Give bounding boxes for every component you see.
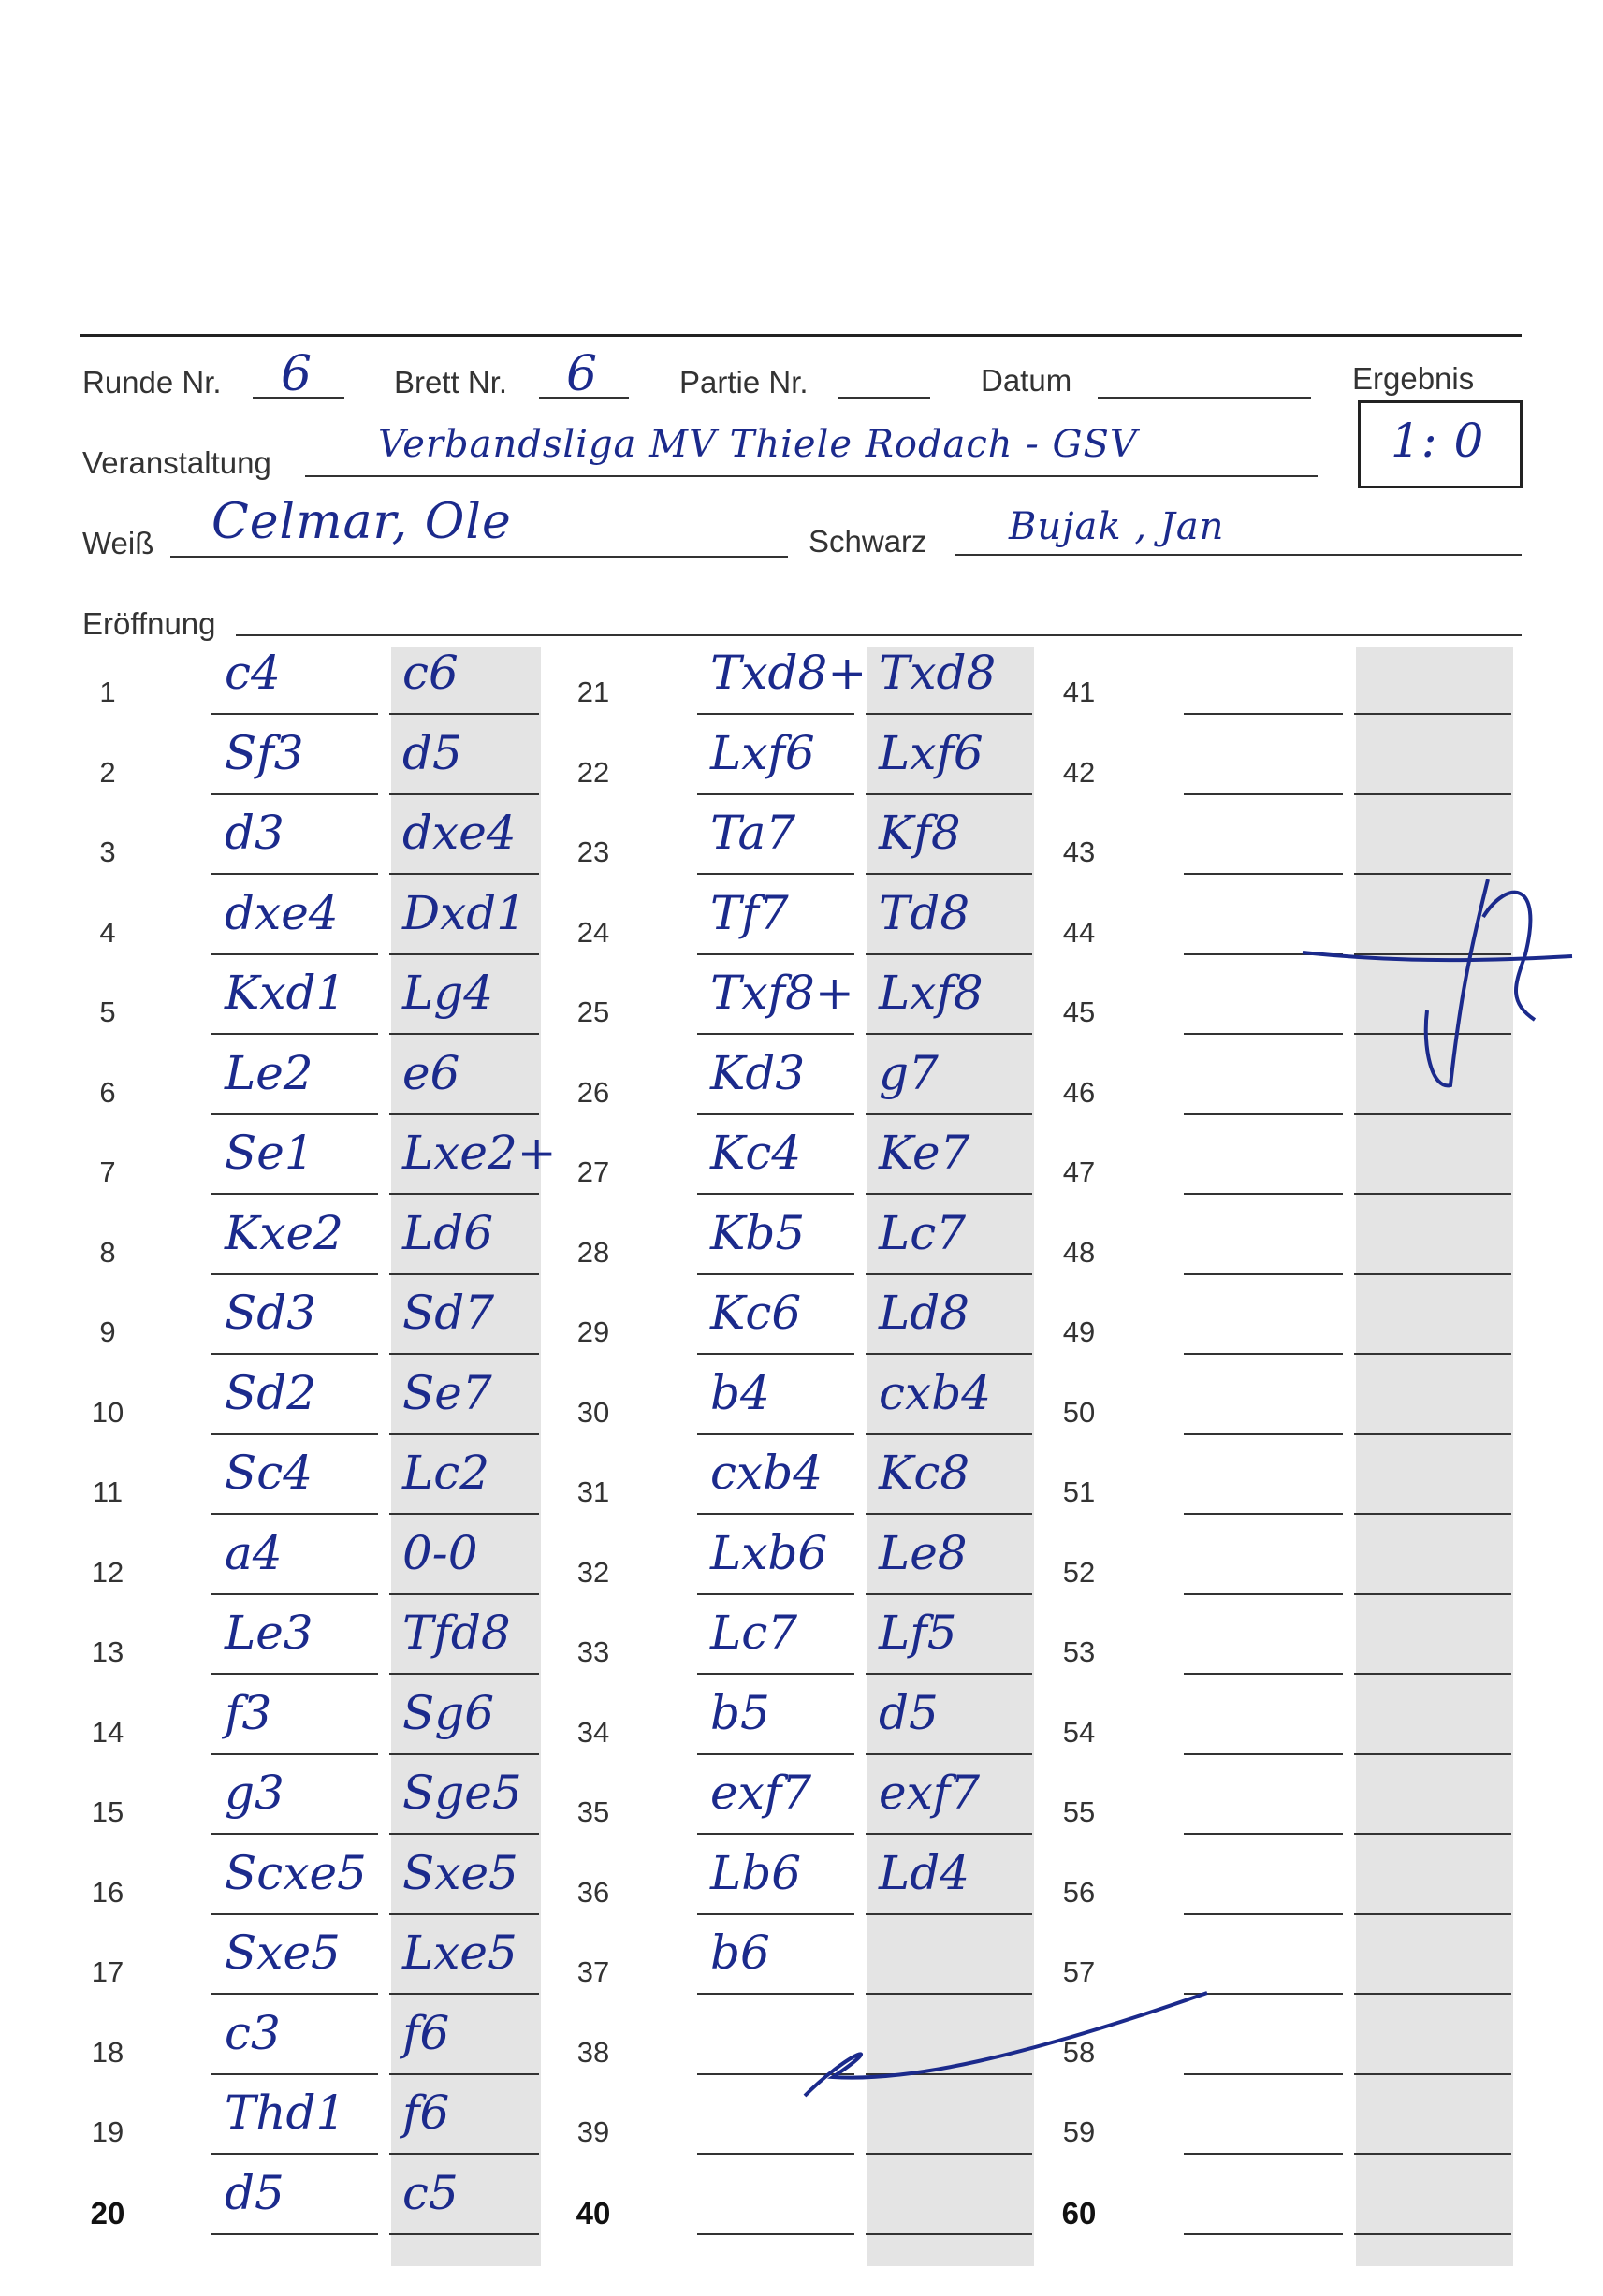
white-move-line bbox=[1184, 1513, 1343, 1515]
schwarz-label: Schwarz bbox=[809, 524, 927, 559]
move-number: 3 bbox=[99, 836, 116, 868]
white-move: Kxd1 bbox=[225, 966, 346, 1020]
move-number: 57 bbox=[1062, 1955, 1096, 1988]
weiss-value: Celmar, Ole bbox=[211, 494, 512, 550]
black-move-line bbox=[1354, 1833, 1511, 1835]
black-move-line bbox=[866, 2233, 1032, 2235]
white-move: cxb4 bbox=[710, 1446, 823, 1500]
black-move: Dxd1 bbox=[402, 885, 527, 940]
move-number: 26 bbox=[576, 1075, 610, 1109]
white-move-line bbox=[1184, 1673, 1343, 1675]
white-move-line bbox=[211, 1193, 378, 1195]
move-number: 21 bbox=[576, 676, 610, 708]
black-move: g7 bbox=[879, 1045, 939, 1100]
black-move-line bbox=[866, 1433, 1032, 1435]
black-move-line bbox=[389, 1993, 539, 1995]
white-move: b4 bbox=[710, 1365, 770, 1420]
white-move-line bbox=[697, 1113, 854, 1115]
white-move-line bbox=[211, 873, 378, 875]
white-move-line bbox=[211, 1433, 378, 1435]
move-number: 29 bbox=[576, 1315, 610, 1348]
black-move-line bbox=[389, 1593, 539, 1595]
black-move: c5 bbox=[402, 2165, 459, 2220]
black-move-line bbox=[866, 1673, 1032, 1675]
black-move-line bbox=[1354, 1753, 1511, 1755]
move-number: 11 bbox=[92, 1475, 124, 1508]
white-move-line bbox=[211, 1833, 378, 1835]
move-number: 20 bbox=[90, 2195, 125, 2231]
move-number: 23 bbox=[576, 836, 610, 868]
white-move: Lb6 bbox=[710, 1845, 802, 1900]
white-move: Sxe5 bbox=[225, 1925, 341, 1980]
move-number: 48 bbox=[1062, 1235, 1096, 1269]
white-move-line bbox=[697, 1913, 854, 1915]
white-move: Kxe2 bbox=[225, 1205, 343, 1260]
white-move-line bbox=[697, 1353, 854, 1355]
move-number: 16 bbox=[91, 1875, 124, 1909]
move-number: 44 bbox=[1062, 915, 1096, 949]
white-move-line bbox=[211, 793, 378, 795]
partie-label: Partie Nr. bbox=[679, 365, 809, 400]
black-move: e6 bbox=[402, 1045, 460, 1100]
black-move-line bbox=[1354, 1993, 1511, 1995]
move-number: 32 bbox=[576, 1555, 610, 1589]
black-move-line bbox=[1354, 1593, 1511, 1595]
move-number: 19 bbox=[91, 2115, 124, 2148]
move-number: 9 bbox=[99, 1315, 116, 1348]
white-move: Kc6 bbox=[710, 1286, 802, 1340]
white-move-line bbox=[697, 953, 854, 955]
black-move: f6 bbox=[402, 2085, 450, 2140]
black-move-line bbox=[389, 1433, 539, 1435]
black-move-line bbox=[389, 1513, 539, 1515]
move-number: 39 bbox=[576, 2115, 610, 2148]
white-move: d5 bbox=[225, 2165, 284, 2220]
white-move: Scxe5 bbox=[225, 1845, 367, 1900]
white-move: Ta7 bbox=[710, 806, 796, 860]
white-move-line bbox=[1184, 1273, 1343, 1275]
move-number: 10 bbox=[91, 1395, 124, 1429]
black-move-line bbox=[389, 953, 539, 955]
white-move: c3 bbox=[225, 2005, 281, 2060]
move-number: 22 bbox=[576, 755, 610, 789]
move-number: 1 bbox=[99, 676, 116, 708]
black-move: Sxe5 bbox=[402, 1845, 518, 1900]
white-move-line bbox=[1184, 1833, 1343, 1835]
move-number: 50 bbox=[1062, 1395, 1096, 1429]
weiss-label: Weiß bbox=[82, 526, 154, 560]
white-move: Tf7 bbox=[710, 885, 789, 940]
weiss-line bbox=[170, 556, 788, 558]
white-move: Le3 bbox=[225, 1606, 313, 1660]
white-move: Le2 bbox=[225, 1045, 313, 1100]
black-move-line bbox=[866, 1833, 1032, 1835]
black-move-line bbox=[1354, 1193, 1511, 1195]
move-number: 6 bbox=[99, 1075, 116, 1109]
white-move-line bbox=[697, 1273, 854, 1275]
white-move-line bbox=[697, 1753, 854, 1755]
black-move: Ld6 bbox=[402, 1205, 494, 1260]
white-move-line bbox=[697, 1513, 854, 1515]
black-move: Sge5 bbox=[402, 1766, 522, 1820]
black-move-line bbox=[866, 953, 1032, 955]
black-move-line bbox=[1354, 713, 1511, 715]
move-number: 59 bbox=[1062, 2115, 1096, 2148]
black-move-line bbox=[866, 2153, 1032, 2155]
black-move-line bbox=[866, 1513, 1032, 1515]
move-number: 24 bbox=[576, 915, 610, 949]
white-move-line bbox=[1184, 1753, 1343, 1755]
white-move-line bbox=[211, 1913, 378, 1915]
black-move: Lc7 bbox=[879, 1205, 967, 1260]
move-number: 36 bbox=[576, 1875, 610, 1909]
white-move: Sf3 bbox=[225, 725, 304, 780]
white-move-line bbox=[697, 2233, 854, 2235]
white-move-line bbox=[697, 1033, 854, 1035]
white-move-line bbox=[1184, 1353, 1343, 1355]
schwarz-line bbox=[955, 554, 1522, 556]
white-move-line bbox=[211, 713, 378, 715]
black-move-line bbox=[389, 2073, 539, 2075]
black-move-line bbox=[866, 1113, 1032, 1115]
move-number: 49 bbox=[1062, 1315, 1096, 1348]
white-move-line bbox=[211, 953, 378, 955]
black-move-line bbox=[1354, 2233, 1511, 2235]
white-move: Lxf6 bbox=[710, 725, 815, 780]
move-number: 31 bbox=[576, 1475, 610, 1508]
white-move: Lxb6 bbox=[710, 1525, 828, 1580]
black-move: f6 bbox=[402, 2005, 450, 2060]
datum-line bbox=[1098, 397, 1311, 399]
black-move-line bbox=[1354, 1513, 1511, 1515]
white-move: Txd8+ bbox=[710, 646, 867, 700]
white-move-line bbox=[1184, 1193, 1343, 1195]
runde-label: Runde Nr. bbox=[82, 365, 222, 400]
white-move: b6 bbox=[710, 1925, 770, 1980]
black-move: Lxf8 bbox=[879, 966, 984, 1020]
white-move-line bbox=[211, 1033, 378, 1035]
move-number: 28 bbox=[576, 1235, 610, 1269]
white-move-line bbox=[211, 1273, 378, 1275]
move-number: 4 bbox=[99, 915, 116, 949]
white-move-line bbox=[697, 1673, 854, 1675]
move-number: 55 bbox=[1062, 1795, 1096, 1828]
black-move: Sg6 bbox=[402, 1685, 495, 1740]
white-move-line bbox=[211, 2153, 378, 2155]
black-move-line bbox=[866, 1033, 1032, 1035]
white-move: f3 bbox=[225, 1685, 272, 1740]
white-move: Se1 bbox=[225, 1126, 314, 1180]
black-move-line bbox=[866, 873, 1032, 875]
white-move-line bbox=[1184, 1593, 1343, 1595]
white-move-line bbox=[697, 1193, 854, 1195]
white-move-line bbox=[697, 1833, 854, 1835]
black-move: cxb4 bbox=[879, 1365, 992, 1420]
move-number: 45 bbox=[1062, 995, 1096, 1028]
black-move-line bbox=[1354, 1273, 1511, 1275]
black-move-line bbox=[389, 1273, 539, 1275]
black-move-line bbox=[866, 793, 1032, 795]
black-move: dxe4 bbox=[402, 806, 517, 860]
white-move-line bbox=[211, 1353, 378, 1355]
move-number: 13 bbox=[91, 1635, 124, 1668]
black-move: Se7 bbox=[402, 1365, 492, 1420]
white-move: Sd2 bbox=[225, 1365, 317, 1420]
white-move-line bbox=[211, 2073, 378, 2075]
black-move: Lxe5 bbox=[402, 1925, 517, 1980]
black-move: 0-0 bbox=[402, 1525, 478, 1580]
black-move-line bbox=[866, 1913, 1032, 1915]
white-move: dxe4 bbox=[225, 885, 339, 940]
white-move: c4 bbox=[225, 646, 281, 700]
signature-scribble bbox=[1291, 842, 1591, 1123]
black-move: Kf8 bbox=[879, 806, 961, 860]
move-number: 30 bbox=[576, 1395, 610, 1429]
black-move: d5 bbox=[879, 1685, 939, 1740]
black-move-line bbox=[866, 713, 1032, 715]
partie-line bbox=[838, 397, 930, 399]
black-move-line bbox=[389, 1753, 539, 1755]
white-move: Kd3 bbox=[710, 1045, 806, 1100]
white-move-line bbox=[1184, 1913, 1343, 1915]
white-move-line bbox=[697, 793, 854, 795]
black-move-line bbox=[1354, 1353, 1511, 1355]
white-move: Txf8+ bbox=[710, 966, 854, 1020]
move-number: 34 bbox=[576, 1715, 610, 1749]
move-number: 33 bbox=[576, 1635, 610, 1668]
black-move-line bbox=[389, 1673, 539, 1675]
white-move-line bbox=[697, 2153, 854, 2155]
black-move: Lxf6 bbox=[879, 725, 984, 780]
veranstaltung-line bbox=[305, 475, 1318, 477]
white-move: Kb5 bbox=[710, 1205, 806, 1260]
black-move-line bbox=[389, 1353, 539, 1355]
ergebnis-value: 1: 0 bbox=[1391, 414, 1485, 468]
runde-value: 6 bbox=[281, 346, 313, 402]
white-move-line bbox=[1184, 2233, 1343, 2235]
move-number: 43 bbox=[1062, 836, 1096, 868]
black-move-line bbox=[389, 873, 539, 875]
black-move-line bbox=[1354, 1433, 1511, 1435]
move-number: 2 bbox=[99, 755, 116, 789]
white-move: Lc7 bbox=[710, 1606, 798, 1660]
move-number: 41 bbox=[1062, 676, 1096, 708]
white-move-line bbox=[697, 873, 854, 875]
white-move: Thd1 bbox=[225, 2085, 346, 2140]
black-move: Ld4 bbox=[879, 1845, 970, 1900]
black-move: Lg4 bbox=[402, 966, 494, 1020]
white-move: Sd3 bbox=[225, 1286, 317, 1340]
black-move-line bbox=[389, 793, 539, 795]
black-move: Td8 bbox=[879, 885, 970, 940]
move-number: 14 bbox=[91, 1715, 124, 1749]
top-rule bbox=[80, 334, 1522, 337]
schwarz-value: Bujak , Jan bbox=[1009, 505, 1225, 548]
move-number: 54 bbox=[1062, 1715, 1096, 1749]
black-move-line bbox=[866, 1353, 1032, 1355]
black-move: Sd7 bbox=[402, 1286, 495, 1340]
white-move: d3 bbox=[225, 806, 284, 860]
brett-value: 6 bbox=[566, 346, 599, 402]
black-move-line bbox=[389, 1033, 539, 1035]
move-number: 52 bbox=[1062, 1555, 1096, 1589]
black-move-line bbox=[389, 2153, 539, 2155]
black-move: Lf5 bbox=[879, 1606, 957, 1660]
white-move-line bbox=[1184, 1433, 1343, 1435]
white-move: g3 bbox=[225, 1766, 284, 1820]
black-move-line bbox=[389, 1833, 539, 1835]
black-move: Tfd8 bbox=[402, 1606, 511, 1660]
black-move-line bbox=[1354, 1913, 1511, 1915]
white-move-line bbox=[211, 1753, 378, 1755]
black-move-line bbox=[1354, 793, 1511, 795]
white-move-line bbox=[1184, 793, 1343, 795]
move-number: 46 bbox=[1062, 1075, 1096, 1109]
black-move: Kc8 bbox=[879, 1446, 970, 1500]
move-number: 53 bbox=[1062, 1635, 1096, 1668]
white-move: exf7 bbox=[710, 1766, 812, 1820]
black-move: Lxe2+ bbox=[402, 1126, 557, 1180]
black-move: c6 bbox=[402, 646, 459, 700]
eroeffnung-label: Eröffnung bbox=[82, 606, 216, 641]
move-number: 17 bbox=[91, 1955, 124, 1988]
white-move-line bbox=[1184, 713, 1343, 715]
brett-label: Brett Nr. bbox=[394, 365, 508, 400]
end-stroke bbox=[777, 1974, 1226, 2124]
eroeffnung-line bbox=[236, 634, 1522, 636]
ergebnis-label: Ergebnis bbox=[1352, 361, 1475, 396]
white-move-line bbox=[697, 713, 854, 715]
black-move-line bbox=[1354, 2073, 1511, 2075]
move-number: 35 bbox=[576, 1795, 610, 1828]
move-number: 42 bbox=[1062, 755, 1096, 789]
black-move-line bbox=[389, 1113, 539, 1115]
white-move: b5 bbox=[710, 1685, 770, 1740]
black-move: Txd8 bbox=[879, 646, 997, 700]
white-move-line bbox=[211, 1513, 378, 1515]
white-move-line bbox=[211, 1993, 378, 1995]
black-move-line bbox=[1354, 1673, 1511, 1675]
white-move-line bbox=[211, 1673, 378, 1675]
black-move-line bbox=[1354, 2153, 1511, 2155]
black-move-line bbox=[866, 1753, 1032, 1755]
move-number: 7 bbox=[99, 1155, 116, 1188]
white-move-line bbox=[211, 2233, 378, 2235]
move-number: 47 bbox=[1062, 1155, 1096, 1188]
white-move: a4 bbox=[225, 1525, 283, 1580]
black-move-line bbox=[866, 1273, 1032, 1275]
move-number: 56 bbox=[1062, 1875, 1096, 1909]
black-move-line bbox=[389, 2233, 539, 2235]
move-number: 8 bbox=[99, 1235, 116, 1269]
move-number: 27 bbox=[576, 1155, 610, 1188]
move-number: 38 bbox=[576, 2035, 610, 2069]
move-number: 15 bbox=[91, 1795, 124, 1828]
datum-label: Datum bbox=[981, 363, 1072, 398]
white-move: Sc4 bbox=[225, 1446, 313, 1500]
white-move-line bbox=[1184, 2153, 1343, 2155]
white-move-line bbox=[211, 1113, 378, 1115]
black-move: Ld8 bbox=[879, 1286, 970, 1340]
black-move-line bbox=[389, 1913, 539, 1915]
move-number: 51 bbox=[1062, 1475, 1096, 1508]
black-move: Le8 bbox=[879, 1525, 968, 1580]
move-number: 18 bbox=[91, 2035, 124, 2069]
move-number: 12 bbox=[91, 1555, 124, 1589]
move-number: 58 bbox=[1062, 2035, 1096, 2069]
white-move-line bbox=[211, 1593, 378, 1595]
black-move: Lc2 bbox=[402, 1446, 490, 1500]
black-move-line bbox=[389, 713, 539, 715]
black-move: exf7 bbox=[879, 1766, 981, 1820]
move-number: 60 bbox=[1061, 2195, 1097, 2231]
white-move-line bbox=[697, 1593, 854, 1595]
black-move: d5 bbox=[402, 725, 462, 780]
move-number: 37 bbox=[576, 1955, 610, 1988]
black-move-line bbox=[866, 1593, 1032, 1595]
move-number: 25 bbox=[576, 995, 610, 1028]
move-number: 5 bbox=[99, 995, 116, 1028]
move-number: 40 bbox=[576, 2195, 611, 2231]
black-move: Ke7 bbox=[879, 1126, 970, 1180]
veranstaltung-value: Verbandsliga MV Thiele Rodach - GSV bbox=[378, 423, 1138, 466]
black-move-line bbox=[866, 1193, 1032, 1195]
white-move-line bbox=[697, 1433, 854, 1435]
white-move: Kc4 bbox=[710, 1126, 802, 1180]
black-move-line bbox=[389, 1193, 539, 1195]
veranstaltung-label: Veranstaltung bbox=[82, 445, 271, 480]
